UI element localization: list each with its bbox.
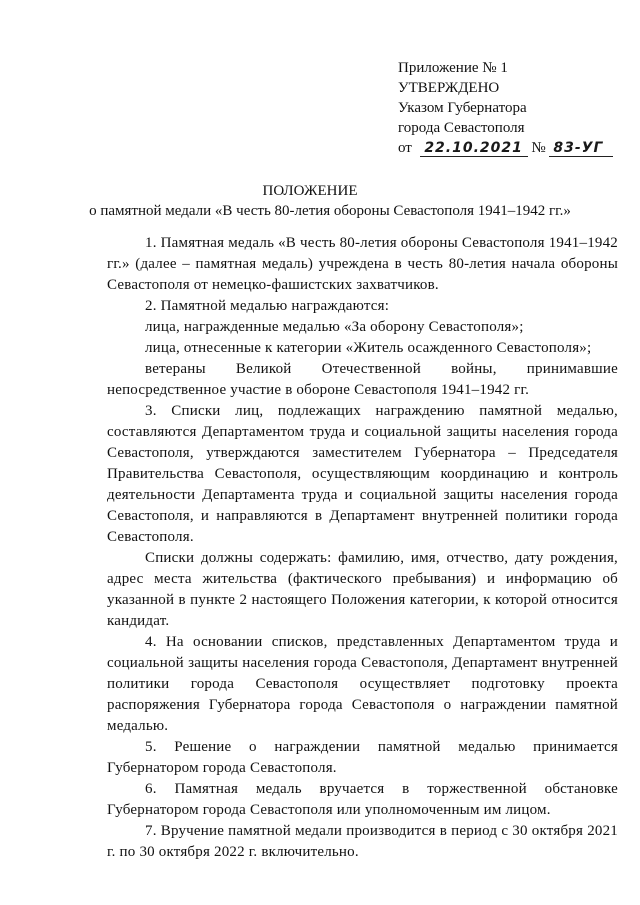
document-title: ПОЛОЖЕНИЕ <box>262 183 358 199</box>
approval-stamp <box>398 58 628 158</box>
paragraph: лица, награжденные медалью «За оборону Севастополя»; <box>145 319 524 335</box>
date-number-line <box>398 138 628 158</box>
decree-number: 83-УГ <box>549 141 613 157</box>
paragraph: ветераны Великой Отечественной войны, принимавшие непосредственное участие в обороне Севастополя 1941–1942 гг. <box>107 361 618 398</box>
document-body <box>107 233 618 863</box>
approved-label: УТВЕРЖДЕНО <box>398 80 500 96</box>
decree-date: 22.10.2021 <box>420 141 528 157</box>
paragraph: лица, отнесенные к категории «Житель осажденного Севастополя»; <box>145 340 592 356</box>
paragraph: 2. Памятной медалью награждаются: <box>145 298 390 314</box>
paragraph: 4. На основании списков, представленных Департаментом труда и социальной защиты населения города Севастополя, Департамент внутренней политики города Севастополя осуществляет подготовку проекта распоряжения Губернатора города Севастополя о награждении памятной медалью. <box>107 634 618 734</box>
paragraph: 1. Памятная медаль «В честь 80-летия обороны Севастополя 1941–1942 гг.» (далее – памятная медаль) учреждена в честь 80-летия начала обороны Севастополя от немецко-фашистских захватчиков. <box>107 235 618 293</box>
number-label: № <box>531 140 546 156</box>
city-line: города Севастополя <box>398 120 525 136</box>
appendix-number: Приложение № 1 <box>398 60 508 76</box>
paragraph: 3. Списки лиц, подлежащих награждению памятной медалью, составляются Департаментом труда и социальной защиты населения города Севастополя, утверждаются заместителем Губернатора – Председателя Правительства Севастополя, осуществляющим координацию и контроль деятельности Департамента труда и социальной защиты населения города Севастополя, и направляются в Департамент внутренней политики города Севастополя. <box>107 403 618 545</box>
from-label: от <box>398 140 412 156</box>
document-subtitle: о памятной медали «В честь 80-летия обороны Севастополя 1941–1942 гг.» <box>89 203 571 219</box>
paragraph: 5. Решение о награждении памятной медалью принимается Губернатором города Севастополя. <box>107 739 618 776</box>
paragraph: 7. Вручение памятной медали производится в период с 30 октября 2021 г. по 30 октября 2022 г. включительно. <box>107 823 618 860</box>
decree-line: Указом Губернатора <box>398 100 527 116</box>
paragraph: 6. Памятная медаль вручается в торжественной обстановке Губернатором города Севастополя или уполномоченным им лицом. <box>107 781 618 818</box>
paragraph: Списки должны содержать: фамилию, имя, отчество, дату рождения, адрес места жительства (фактического пребывания) и информацию об указанной в пункте 2 настоящего Положения категории, к которой относится кандидат. <box>107 550 618 629</box>
